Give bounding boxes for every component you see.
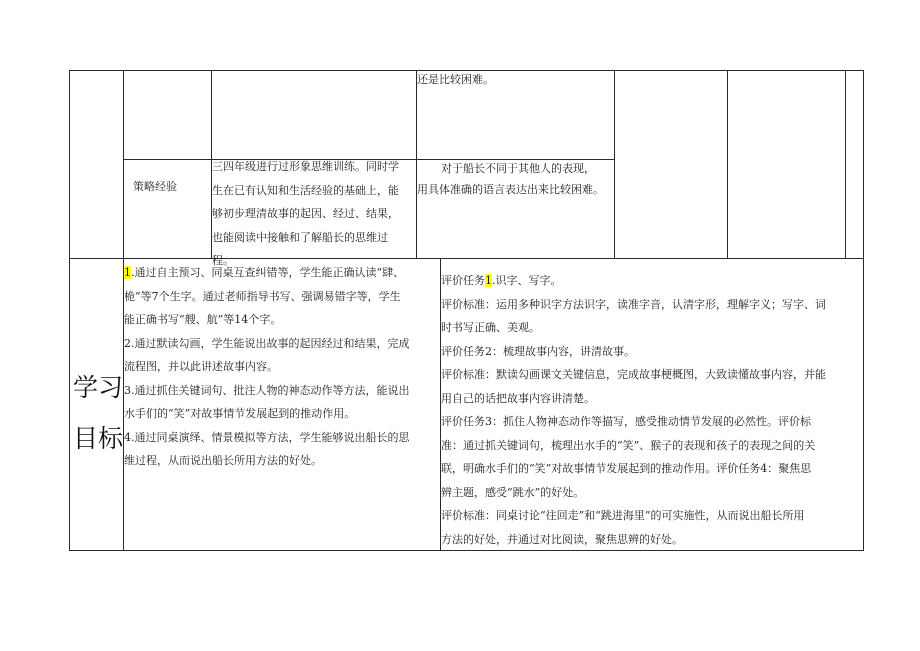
difficulty-tail-text: 还是比较困难。 xyxy=(417,73,494,86)
text-line: 方法的好处，并通过对比阅读，聚焦思辨的好处。 xyxy=(441,532,683,546)
strategy-label: 策略经验 xyxy=(133,180,177,193)
goals-header-line2: 目标 xyxy=(73,424,124,453)
col-border-4 xyxy=(614,70,615,258)
text-line: 准：通过抓关键词句，梳理出水手的“笑”、猴子的表现和孩子的表现之间的关 xyxy=(441,438,816,452)
text-line: 4.通过同桌演绎、情景模拟等方法，学生能够说出船长的思 xyxy=(124,430,410,444)
text-line: 生在已有认知和生活经验的基础上，能 xyxy=(212,183,399,197)
row-border-top xyxy=(69,70,864,71)
col-border-left xyxy=(69,70,70,551)
difficulty-text xyxy=(417,158,604,200)
text-line: 三四年级进行过形象思维训练。同时学 xyxy=(212,160,399,173)
text-line: 评价任务2：梳理故事内容，讲清故事。 xyxy=(441,344,635,358)
objectives-text xyxy=(124,261,410,473)
col-border-6 xyxy=(845,70,846,258)
text-line: 对于船长不同于其他人的表现， xyxy=(441,162,595,175)
evaluation-line-1: 评价任务1.识字、写字。 xyxy=(441,274,562,287)
text-line: 桅”等7个生字。通过老师指导书写、强调易错字等，学生 xyxy=(124,289,401,303)
highlight-mark: 1 xyxy=(485,274,492,287)
text-line: 评价标准：默读勾画课文关键信息，完成故事梗概图，大致读懂故事内容，并能 xyxy=(441,368,826,381)
text-line: 能正确书写“艘、航”等14个字。 xyxy=(124,313,282,326)
row-border-middle xyxy=(69,258,864,259)
evaluation-text xyxy=(441,269,826,551)
text-line: 辨主题，感受“跳水”的好处。 xyxy=(441,485,585,499)
text-line: 联，明确水手们的“笑”对故事情节发展起到的推动作用。评价任务4：聚焦思 xyxy=(441,462,812,475)
text-line: 评价任务3：抓住人物神态动作等描写，感受推动情节发展的必然性。评价标 xyxy=(441,415,811,428)
text-line: 维过程，从而说出船长所用方法的好处。 xyxy=(124,454,322,467)
text-line: 用自己的话把故事内容讲清楚。 xyxy=(441,391,595,405)
text-line: 时书写正确、美观。 xyxy=(441,321,540,334)
text-line: 2.通过默读勾画，学生能说出故事的起因经过和结果，完成 xyxy=(124,336,410,350)
objective-line-1: 1.通过自主预习、同桌互查纠错等，学生能正确认读“肆、 xyxy=(124,266,405,279)
strategy-text xyxy=(212,155,399,273)
col-border-5 xyxy=(727,70,728,258)
col-border-right xyxy=(863,70,864,551)
text-line: 够初步理清故事的起因、经过、结果， xyxy=(212,207,399,220)
goals-header-line1: 学习 xyxy=(73,373,124,402)
text-line: 流程图，并以此讲述故事内容。 xyxy=(124,360,278,373)
text-line: 评价标准：运用多种识字方法识字，读准字音，认清字形，理解字义；写字、词 xyxy=(441,297,826,311)
text-line: 也能阅读中接触和了解船长的思维过 xyxy=(212,230,388,244)
text-line: 水手们的“笑”对故事情节发展起到的推动作用。 xyxy=(124,407,356,420)
text-line: 评价标准：同桌讨论“往回走”和“跳进海里”的可实施性，从而说出船长所用 xyxy=(441,509,805,522)
text-line: 3.通过抓住关键词句、批注人物的神态动作等方法，能说出 xyxy=(124,383,410,397)
text-line: 用具体准确的语言表达出来比较困难。 xyxy=(417,183,604,196)
highlight-mark: 1 xyxy=(124,266,131,279)
text-line: 程。 xyxy=(212,254,234,267)
